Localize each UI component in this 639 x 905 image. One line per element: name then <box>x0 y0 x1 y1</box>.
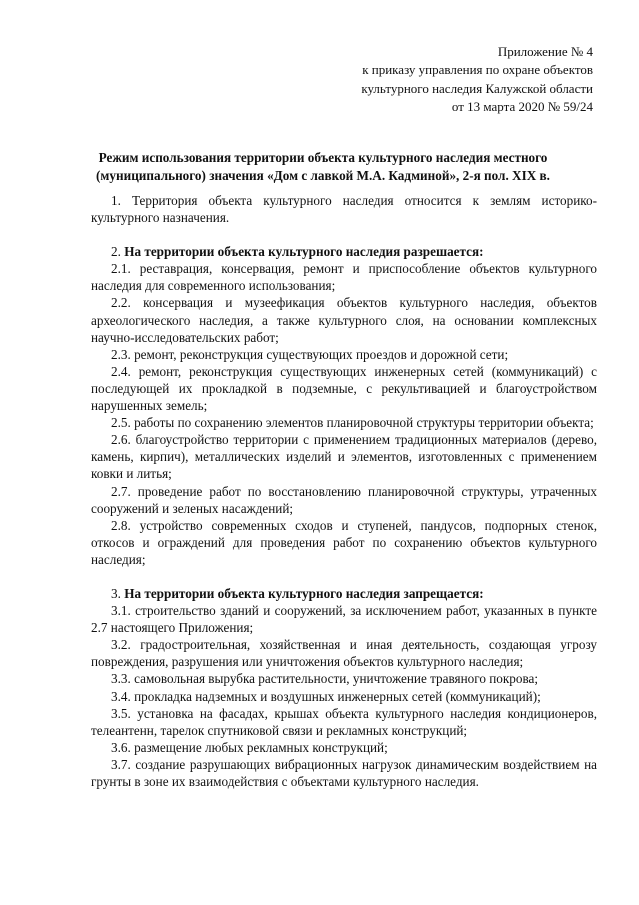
title-line-2: (муниципального) значения «Дом с лавкой М.А. Кадминой», 2-я пол. XIX в. <box>96 167 550 183</box>
title-line-1: Режим использования территории объекта культурного наследия местного <box>98 150 548 165</box>
spacer <box>91 568 597 585</box>
list-item-3-4: 3.4. прокладка надземных и воздушных инженерных сетей (коммуникаций); <box>111 688 541 704</box>
section-3-number: 3. <box>111 585 121 601</box>
section-3-heading-text: На территории объекта культурного наследия запрещается: <box>124 585 484 601</box>
list-item-2-5: 2.5. работы по сохранению элементов планировочной структуры территории объекта; <box>111 415 594 431</box>
list-item-2-2: 2.2. консервация и музеефикация объектов культурного наследия, объектов археологического наследия, а также культурного слоя, на основании комплексных научно-исследовательских работ; <box>91 295 597 345</box>
section-2-heading-text: На территории объекта культурного наследия разрешается: <box>124 244 484 260</box>
list-item-3-5: 3.5. установка на фасадах, крышах объекта культурного наследия кондиционеров, телеантенн, тарелок спутниковой связи и рекламных конструкций; <box>91 705 597 738</box>
order-reference-line-1: к приказу управления по охране объектов <box>362 62 593 78</box>
document-title <box>92 149 554 184</box>
list-item-2-6: 2.6. благоустройство территории с применением традиционных материалов (дерево, камень, кирпич), металлических изделий и элементов, изготовленных с применением ковки и литья; <box>91 432 597 482</box>
list-item-3-1: 3.1. строительство зданий и сооружений, за исключением работ, указанных в пункте 2.7 настоящего Приложения; <box>91 603 597 636</box>
spacer <box>91 226 597 243</box>
list-item-2-1: 2.1. реставрация, консервация, ремонт и приспособление объектов культурного наследия для современного использования; <box>91 261 597 294</box>
section-2-heading <box>91 243 597 260</box>
list-item-2-7: 2.7. проведение работ по восстановлению планировочной структуры, утраченных сооружений и зеленых насаждений; <box>91 483 597 516</box>
section-2-number: 2. <box>111 244 121 260</box>
list-item-3-2: 3.2. градостроительная, хозяйственная и иная деятельность, создающая угрозу повреждения, разрушения или уничтожения объектов культурного наследия; <box>91 637 597 670</box>
section-3-heading <box>91 585 597 602</box>
list-item-3-6: 3.6. размещение любых рекламных конструкций; <box>111 739 388 755</box>
order-date: от 13 марта 2020 № 59/24 <box>451 99 593 115</box>
list-item-3-7: 3.7. создание разрушающих вибрационных нагрузок динамическим воздействием на грунты в зоне их взаимодействия с объектами культурного наследия. <box>91 756 597 789</box>
appendix-number: Приложение № 4 <box>497 44 593 59</box>
order-reference-line-2: культурного наследия Калужской области <box>361 80 593 96</box>
list-item-3-3: 3.3. самовольная вырубка растительности, уничтожение травяного покрова; <box>111 671 539 687</box>
section-1-paragraph: 1. Территория объекта культурного наследия относится к землям историко-культурного назначения. <box>91 193 597 226</box>
appendix-header <box>361 43 593 117</box>
list-item-2-4: 2.4. ремонт, реконструкция существующих инженерных сетей (коммуникаций) с последующей их прокладкой в подземные, с рекультивацией и благоустройством нарушенных земель; <box>91 363 597 414</box>
list-item-2-8: 2.8. устройство современных сходов и ступеней, пандусов, подпорных стенок, откосов и ограждений для проведения работ по сохранению объектов культурного наследия; <box>91 517 597 567</box>
list-item-2-3: 2.3. ремонт, реконструкция существующих проездов и дорожной сети; <box>111 346 509 362</box>
document-body <box>91 192 597 790</box>
